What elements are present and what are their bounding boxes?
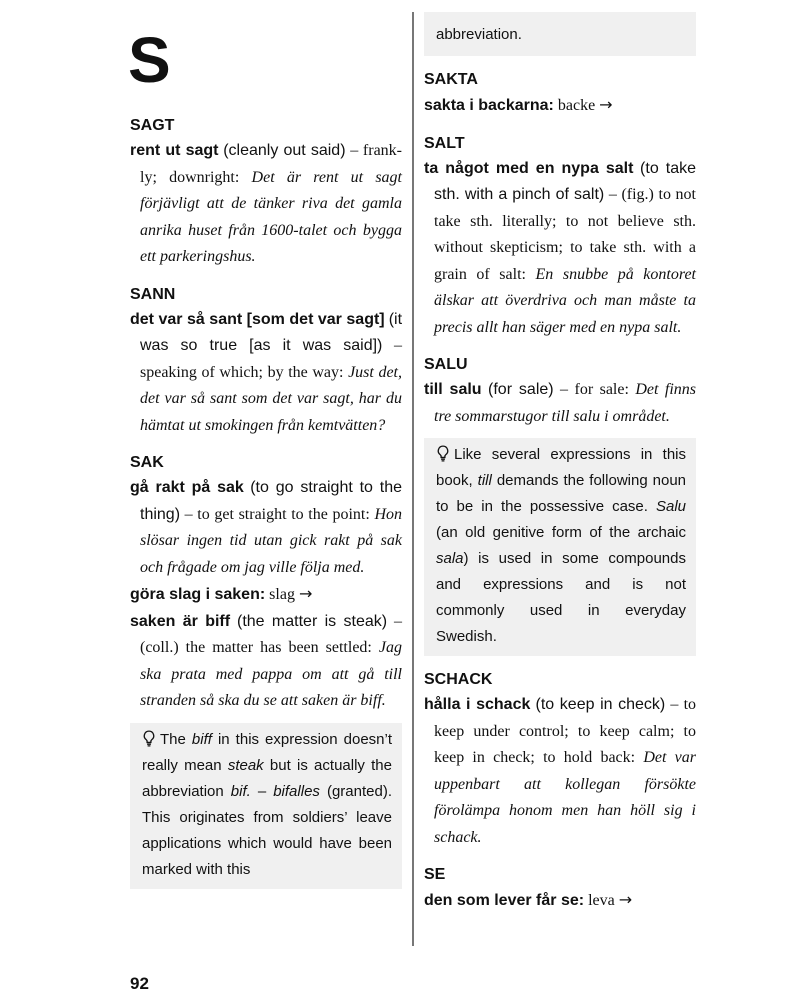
- section-letter: S: [128, 24, 171, 96]
- definition: – speaking of which; by the way:: [140, 337, 402, 381]
- entry-term: gå rakt på sak: [130, 479, 244, 496]
- literal-translation: (to keep in check): [535, 696, 666, 713]
- entry-rent-ut-sagt: [130, 138, 402, 271]
- entry-till-salu: [424, 377, 696, 430]
- note-text: but is actually the abbreviation: [142, 756, 392, 800]
- example-sentence: Det är rent ut sagt förjävligt att de tänker riva det gamla anrika huset från 1600-talet och bygga ett parkeringshus.: [140, 168, 402, 265]
- definition: – for sale:: [553, 381, 636, 398]
- note-text: (granted). This originates from soldiers’ leave applications which would have been marked with this: [142, 782, 393, 878]
- literal-translation: (it was so true [as it was said]): [140, 310, 403, 354]
- entry-term: saken är biff: [130, 612, 231, 630]
- note-text: –: [250, 782, 274, 800]
- headword-sann: SANN: [130, 285, 176, 303]
- entry-term: den som lever får se:: [424, 892, 585, 909]
- headword-salt: SALT: [424, 134, 465, 152]
- entry-sakta-i-backarna: [424, 92, 696, 120]
- note-text: ) is used in some compounds and expressions and is not commonly used in everyday Swedish.: [436, 550, 686, 645]
- note-text: (an old genitive form of the archaic: [436, 524, 686, 541]
- note-text: biff: [191, 730, 212, 748]
- definition: – frankly; downright:: [140, 142, 402, 186]
- entry-term: det var så sant [som det var sagt]: [130, 310, 385, 328]
- note-text: steak: [227, 756, 264, 774]
- cross-reference-arrow-icon: →: [618, 890, 633, 909]
- note-text: bifalles: [273, 782, 320, 800]
- lightbulb-icon: [436, 445, 450, 462]
- literal-translation: (for sale): [488, 381, 554, 398]
- note-box-continued: [424, 12, 696, 56]
- entry-gora-slag-i-saken: [130, 581, 402, 609]
- cross-reference: slag: [269, 586, 295, 603]
- entry-term: till salu: [424, 381, 482, 398]
- note-text: abbreviation.: [436, 26, 522, 43]
- lightbulb-icon: [142, 730, 156, 747]
- headword-sagt: SAGT: [130, 117, 175, 134]
- note-text: Like several expressions in this book,: [436, 446, 686, 489]
- definition: – (coll.) the matter has been settled:: [140, 612, 403, 656]
- definition: – to get straight to the point:: [180, 505, 375, 523]
- headword-sakta: SAKTA: [424, 71, 478, 88]
- entry-den-som-lever: [424, 887, 696, 915]
- example-sentence: Det var uppenbart att kollegan försökte förolämpa honom men han höll sig i schack.: [434, 749, 697, 846]
- headword-schack: SCHACK: [424, 671, 493, 688]
- note-text: till: [477, 472, 492, 489]
- entry-nypa-salt: [424, 156, 696, 342]
- headword-sak: SAK: [130, 454, 164, 471]
- example-sentence: Just det, det var så sant som det var sagt, har du hämtat ut smokingen från kemtvätten?: [140, 363, 402, 434]
- entry-saken-ar-biff: [130, 609, 402, 715]
- example-sentence: En snubbe på kontoret älskar att överdriva och man måste ta precis allt han säger med en nypa salt.: [434, 265, 696, 336]
- cross-reference: backe: [557, 97, 596, 114]
- literal-translation: (to go straight to the thing): [140, 479, 402, 523]
- example-sentence: Det finns tre sommarstugor till salu i området.: [434, 381, 697, 425]
- entry-term: göra slag i saken:: [130, 586, 266, 603]
- headword-se: SE: [424, 866, 446, 883]
- note-text: demands the following noun to be in the possessive case.: [436, 472, 686, 515]
- note-text: bif.: [230, 782, 251, 800]
- note-text: Salu: [655, 498, 686, 515]
- left-column: [130, 114, 402, 889]
- literal-translation: (cleanly out said): [223, 142, 346, 159]
- example-sentence: Jag ska prata med pappa om att gå till stranden så ska du se att saken är biff.: [140, 639, 402, 709]
- right-column: [424, 12, 696, 915]
- note-text: The: [160, 730, 186, 748]
- literal-translation: (the matter is steak): [237, 612, 388, 630]
- note-box-salu: [424, 438, 696, 656]
- cross-reference-arrow-icon: →: [599, 95, 613, 114]
- entry-det-var-sa-sant: [130, 307, 402, 440]
- cross-reference-arrow-icon: →: [298, 584, 313, 603]
- cross-reference: leva: [588, 892, 615, 909]
- entry-ga-rakt-pa-sak: [130, 475, 402, 581]
- example-sentence: Hon slösar ingen tid utan gick rakt på sak och frågade om jag ville följa med.: [140, 505, 402, 576]
- entry-halla-i-schack: [424, 692, 696, 851]
- page-number: 92: [130, 974, 149, 993]
- note-box-biff: [130, 723, 402, 889]
- note-text: sala: [436, 550, 464, 567]
- note-text: in this expression doesn’t really mean: [142, 730, 393, 774]
- definition: – to keep under control; to keep calm; to keep in check; to hold back:: [434, 696, 697, 766]
- entry-term: sakta i backarna:: [424, 97, 554, 114]
- entry-term: ta något med en nypa salt: [424, 159, 634, 177]
- headword-salu: SALU: [424, 356, 468, 373]
- literal-translation: (to take sth. with a pinch of salt): [434, 159, 696, 203]
- entry-term: rent ut sagt: [130, 142, 219, 159]
- entry-term: hålla i schack: [424, 696, 531, 713]
- definition: – (fig.) to not take sth. literally; to not believe sth. without skepticism; to take sth. with a grain of salt:: [434, 186, 696, 283]
- column-divider: [412, 12, 414, 946]
